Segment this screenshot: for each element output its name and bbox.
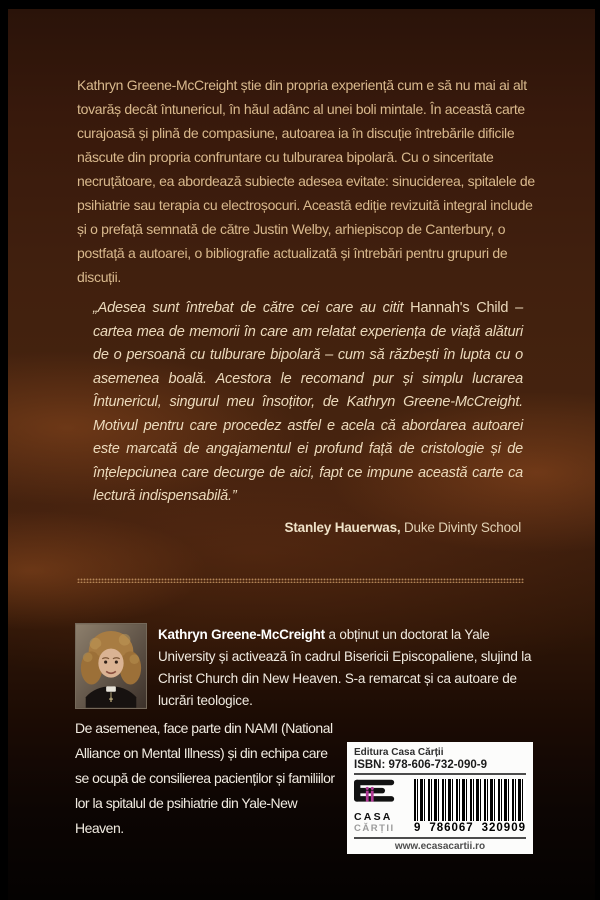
barcode-area — [412, 779, 526, 834]
bio-paragraph-1 — [158, 624, 539, 712]
quote-attribution — [93, 519, 521, 536]
isbn-barcode-box — [347, 742, 533, 854]
barcode-digits-group2: 320909 — [481, 822, 526, 834]
logo-text-casa: CASA — [354, 811, 393, 823]
isbn-number: ISBN: 978-606-732-090-9 — [354, 759, 487, 771]
barcode-digits — [414, 822, 526, 834]
isbn-box-middle — [354, 775, 526, 834]
book-back-cover — [8, 9, 595, 900]
quote-body: – cartea mea de memorii în care am relatat experiența de viață alături de o persoană cu tulburare bipolară – cum să răzbești în lupta cu o asemenea boală. Acestora le recomand pur și simplu lucrarea Întunericul, singurul meu însoțitor, de Kathryn Greene-McCreight. Motivul pentru care procedez astfel e acela că abordarea autoarei este marcată de angajamentul ei profund față de cristologie și de înțelepciunea care decurge de aici, fapt ce impune această carte ca lectură indispensabilă.” — [93, 300, 523, 504]
bio-author-name: Kathryn Greene-McCreight — [158, 627, 325, 642]
attribution-affiliation: Duke Divinty School — [400, 519, 521, 535]
barcode-digits-group1: 786067 — [429, 822, 474, 834]
publisher-name: Editura Casa Cărții — [354, 747, 444, 758]
bio-part2-text: De asemenea, face parte din NAMI (National Alliance on Mental Illness) și din echipa care se ocupă de consilierea pacienților și familiilor lor la spitalul de psihiatrie din Yale-New Heaven. — [75, 720, 335, 836]
publisher-logo — [354, 779, 412, 834]
bio-row — [75, 623, 539, 712]
isbn-box-header — [354, 747, 526, 775]
quote-opening: „Adesea sunt întrebat de către cei care au citit — [93, 300, 411, 316]
bio-paragraph-2 — [75, 716, 539, 852]
logo-text-cartii: CĂRȚII — [354, 823, 395, 834]
barcode-digit-lead: 9 — [414, 822, 422, 834]
quote-book-title: Hannah's Child — [410, 300, 509, 316]
dotted-divider — [77, 578, 524, 583]
bio-part1-text: a obținut un doctorat la Yale University și activează în cadrul Bisericii Episcopaliene, slujind la Christ Church din New Heaven. S-a remarcat și ca autoare de lucrări teologice. — [158, 627, 532, 708]
endorsement-quote — [93, 297, 523, 536]
author-photo — [75, 623, 147, 709]
author-bio-section — [75, 623, 539, 854]
publisher-website: www.ecasacartii.ro — [354, 837, 526, 852]
quote-text — [93, 297, 523, 509]
synopsis-paragraph: Kathryn Greene-McCreight știe din propria experiență cum e să nu mai ai alt tovarăș decât întunericul, în hăul adânc al unei boli mintale. În această carte curajoasă și plină de compasiune, autoarea ia în discuție întrebările dificile născute din propria confruntare cu tulburarea bipolară. Cu o sinceritate necruțătoare, ea abordează subiecte adesea evitate: sinuciderea, spitalele de psihiatrie sau terapia cu electroșocuri. Această ediție revizuită integral include și o prefață semnată de către Justin Welby, arhiepiscop de Canterbury, o postfață a autoarei, o bibliografie actualizată și întrebări pentru grupuri de discuții. — [77, 77, 535, 285]
attribution-name: Stanley Hauerwas, — [284, 519, 401, 535]
ean-barcode — [414, 779, 526, 821]
casa-cartii-logo-icon — [354, 779, 396, 806]
